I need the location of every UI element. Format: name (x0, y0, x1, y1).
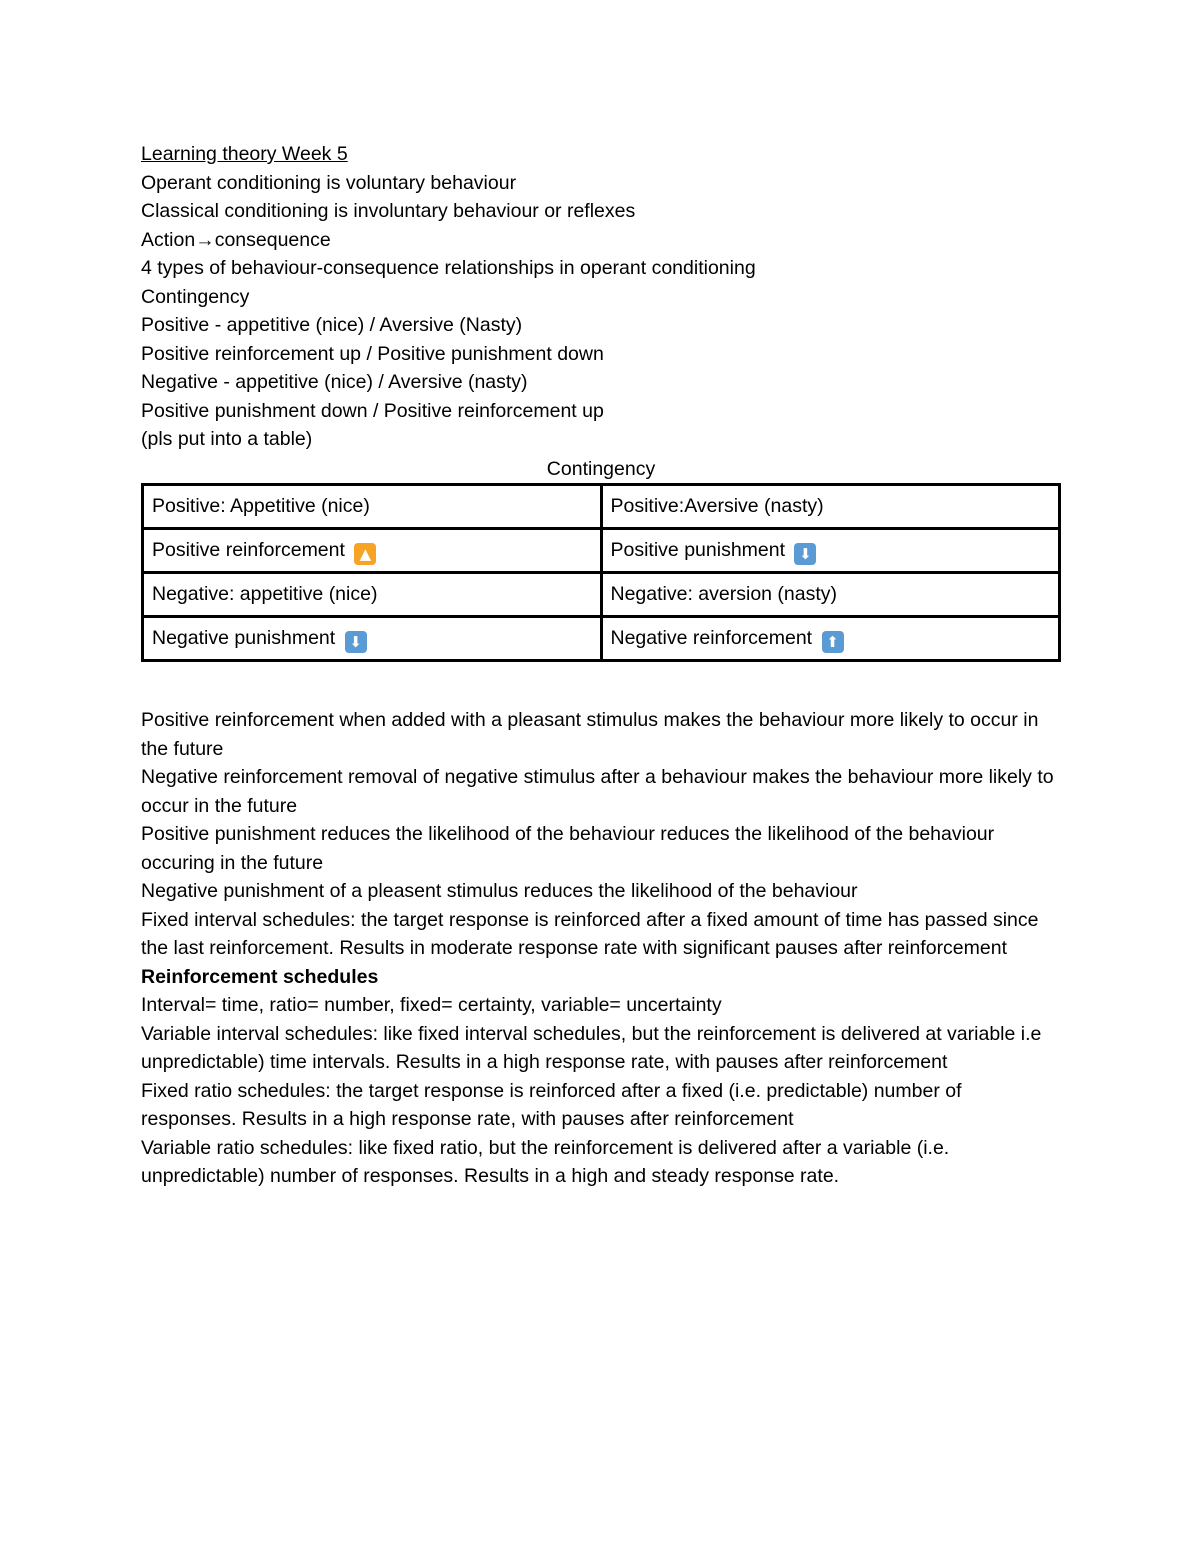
table-cell (601, 529, 1060, 573)
table-row (143, 485, 1060, 529)
intro-line: Action→consequence (141, 228, 331, 251)
cell-text: Positive:Aversive (nasty) (610, 495, 824, 518)
cell-text: Negative: appetitive (nice) (152, 583, 378, 606)
table-row (143, 617, 1060, 661)
cell-text: Positive punishment (610, 539, 786, 561)
table-cell (601, 573, 1060, 617)
notes-section (141, 706, 1061, 1191)
intro-line: Positive punishment down / Positive reinforcement up (141, 399, 604, 422)
intro-line: Operant conditioning is voluntary behaviour (141, 171, 517, 194)
table-caption: Contingency (546, 457, 656, 480)
cell-text: Positive: Appetitive (nice) (152, 495, 370, 518)
down-arrow-blue-icon: ⬇ (345, 631, 367, 653)
down-arrow-blue-icon: ⬇ (794, 543, 816, 565)
intro-line: Contingency (141, 285, 250, 308)
intro-line: 4 types of behaviour-consequence relationships in operant conditioning (141, 257, 756, 279)
table-cell (143, 529, 602, 573)
intro-line: (pls put into a table) (141, 428, 313, 450)
paragraph: Fixed interval schedules: the target response is reinforced after a fixed amount of time has passed since the last reinforcement. Results in moderate response rate with significant pauses after reinforcement (141, 908, 1039, 959)
table-cell (143, 573, 602, 617)
up-arrow-blue-icon: ⬆ (822, 631, 844, 653)
cell-text: Negative punishment (152, 627, 336, 649)
cell-text: Negative reinforcement (610, 627, 813, 649)
paragraph: Variable interval schedules: like fixed interval schedules, but the reinforcement is delivered at variable i.e unpredictable) time intervals. Results in a high response rate, with pauses after reinforcement (141, 1022, 1042, 1073)
intro-line: Positive - appetitive (nice) / Aversive (Nasty) (141, 314, 523, 336)
cell-text: Positive reinforcement (152, 539, 345, 561)
paragraph: Positive reinforcement when added with a pleasant stimulus makes the behaviour more likely to occur in the future (141, 709, 1039, 760)
intro-line: Classical conditioning is involuntary behaviour or reflexes (141, 200, 636, 222)
paragraph: Negative punishment of a pleasent stimulus reduces the likelihood of the behaviour (141, 880, 858, 902)
table-cell (601, 617, 1060, 661)
document-page (141, 140, 1061, 1191)
paragraph: Fixed ratio schedules: the target response is reinforced after a fixed (i.e. predictable) number of responses. Results in a high response rate, with pauses after reinforcement (141, 1079, 962, 1130)
paragraph: Positive punishment reduces the likelihood of the behaviour reduces the likelihood of the behaviour occuring in the future (141, 823, 995, 874)
table-row (143, 529, 1060, 573)
contingency-table (141, 483, 1061, 662)
intro-line: Negative - appetitive (nice) / Aversive (nasty) (141, 371, 528, 393)
table-cell (143, 617, 602, 661)
cell-text: Negative: aversion (nasty) (610, 583, 838, 606)
up-arrow-orange-icon: ▲ (354, 543, 376, 565)
intro-line: Positive reinforcement up / Positive punishment down (141, 342, 604, 365)
paragraph: Negative reinforcement removal of negative stimulus after a behaviour makes the behaviour more likely to occur in the future (141, 766, 1054, 817)
document-title: Learning theory Week 5 (141, 143, 348, 165)
section-heading: Reinforcement schedules (141, 965, 379, 988)
paragraph: Variable ratio schedules: like fixed ratio, but the reinforcement is delivered after a variable (i.e. unpredictable) number of responses. Results in a high and steady response rate. (141, 1136, 950, 1187)
table-cell (143, 485, 602, 529)
table-cell (601, 485, 1060, 529)
paragraph: Interval= time, ratio= number, fixed= certainty, variable= uncertainty (141, 994, 722, 1016)
table-row (143, 573, 1060, 617)
